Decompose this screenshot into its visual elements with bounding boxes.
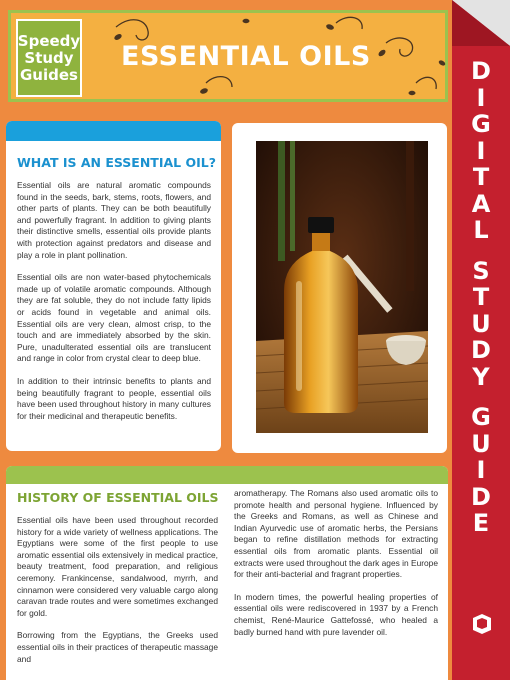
paragraph: Essential oils are natural aromatic compounds found in the seeds, bark, stems, roots, flowers, and other parts of plants. They can be both beautifully and powerfully fragrant. In addition to giving plants their distinctive smells, essential oils provide plants with protection against predators and disease and play a role in plant pollination. [17, 180, 211, 260]
ribbon-letter: G [471, 403, 491, 431]
ribbon-letter: T [472, 163, 490, 191]
logo-line: Guides [20, 65, 78, 84]
speedy-study-guides-logo [16, 19, 82, 97]
book-title: ESSENTIAL OILS [121, 41, 371, 72]
ribbon-letter: A [471, 189, 491, 218]
ribbon-letter: D [471, 57, 491, 85]
section-heading: HISTORY OF ESSENTIAL OILS [17, 490, 219, 505]
ribbon-letter: S [472, 256, 490, 285]
essential-oil-bottle-photo [256, 141, 428, 433]
section-heading: WHAT IS AN ESSENTIAL OIL? [17, 155, 216, 170]
ribbon-letter: Y [472, 362, 490, 391]
digital-study-guide-ribbon [452, 0, 510, 680]
what-is-section [6, 121, 221, 451]
ribbon-letter: G [471, 110, 491, 138]
paragraph: Essential oils have been used throughout recorded history for a wide variety of wellness applications. The Egyptians were some of the first people to use aromatic essential oils extensively in medical practice, beauty treatment, food preparation, and religious ceremony. Frankincense, sandalwood, myrrh, and cinnamon were considered very valuable cargo along caravan trade routes and were sometimes exchanged for gold. [17, 515, 218, 618]
history-left-column [6, 484, 228, 676]
ribbon-letter: D [471, 482, 491, 511]
ribbon-letter: I [476, 83, 486, 112]
ribbon-letter: U [471, 429, 491, 458]
section-top-bar [6, 121, 221, 141]
photo-panel [232, 123, 447, 453]
title-banner [8, 10, 448, 102]
paragraph: Essential oils are non water-based phytochemicals made up of volatile aromatic compounds. Although they are fat soluble, they do not include fatty lipids or acids found in vegetable and animal oils. Essential oils are very clean, almost crisp, to the touch and are immediately absorbed by the skin. Pure, unadulterated essential oils are translucent and range in color from crystal clear to deep blue. [17, 272, 211, 364]
ribbon-letter: I [476, 456, 486, 484]
history-section [6, 466, 448, 680]
paragraph: aromatherapy. The Romans also used aromatic oils to promote health and personal hygiene. Influenced by the Greeks and Romans, as well as Chinese and Indian Ayurvedic use of aromatic herbs, the Persians began to refine distillation methods for extracting essential oils from aromatic plants. Essential oil extracts were used throughout the dark ages in Europe for their anti-bacterial and fragrant properties. [234, 488, 438, 580]
section-top-bar [6, 466, 448, 484]
history-right-column [228, 488, 448, 649]
book-icon [471, 612, 493, 634]
paragraph: In addition to their intrinsic benefits to plants and being beautifully fragrant to people, essential oils have been used throughout history in many cultures for their medicinal and therapeutic benefits. [17, 375, 211, 421]
ribbon-fold-corner [452, 0, 510, 46]
ribbon-letter: D [471, 336, 491, 364]
paragraph: In modern times, the powerful healing properties of essential oils were rediscovered in 1937 by a French chemist, René-Maurice Gattefossé, who healed a badly burned hand with pure lavender oil. [234, 591, 438, 637]
ribbon-letter: L [473, 216, 489, 244]
ribbon-letter: U [471, 309, 491, 338]
ribbon-letter: E [472, 509, 490, 537]
ribbon-vertical-text [452, 58, 510, 537]
logo-line: Speedy [17, 31, 81, 50]
ribbon-letter: I [476, 136, 486, 165]
logo-line: Study [24, 48, 74, 67]
ribbon-letter: T [472, 283, 490, 311]
paragraph: Borrowing from the Egyptians, the Greeks used essential oils in their practices of therapeutic massage and [17, 630, 218, 664]
